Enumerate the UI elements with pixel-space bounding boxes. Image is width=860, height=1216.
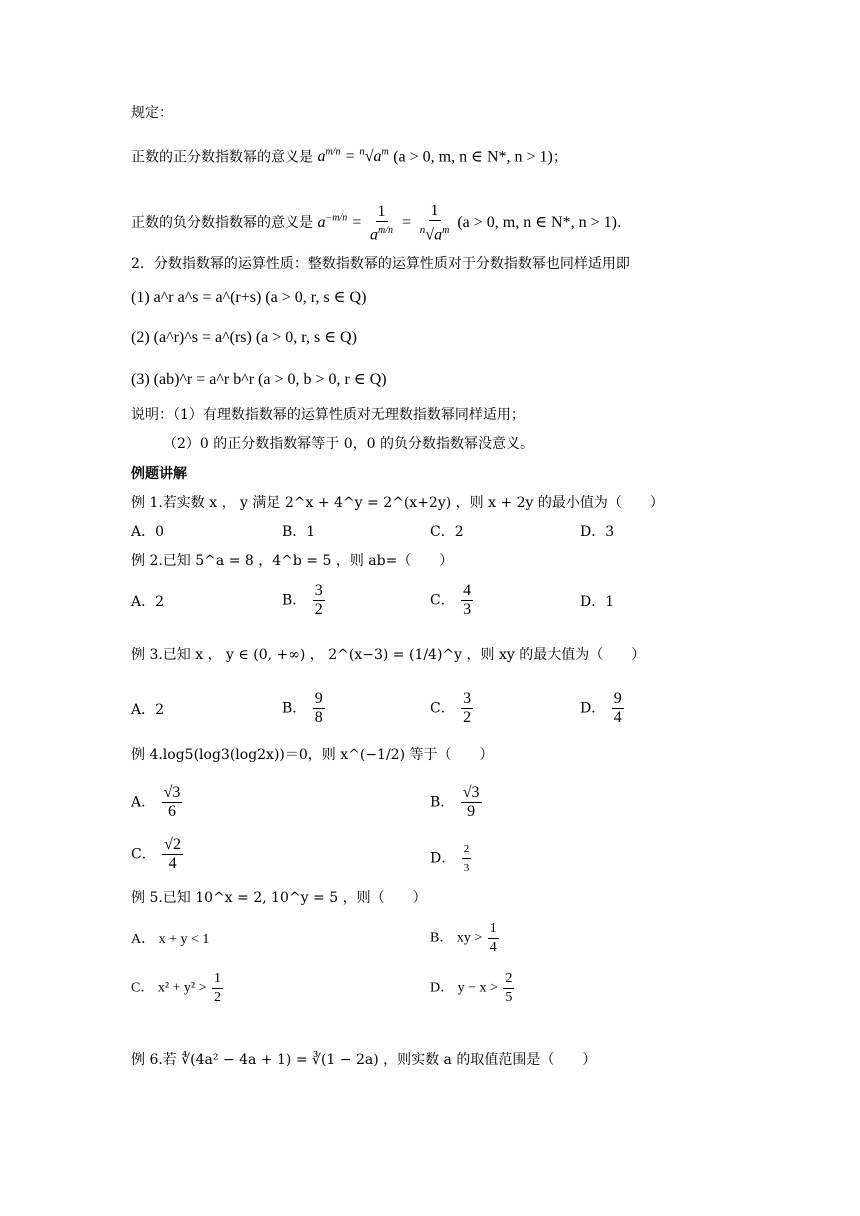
example-2-stem: 例 2.已知 5^a = 8 ，4^b = 5 ，则 ab=（ ） [131,553,454,569]
rule-label: 规定： [131,105,173,121]
option-label: D． [430,850,456,867]
example-1-option-d[interactable]: D．3 [580,524,615,540]
option-label: C． [131,846,156,863]
option-label: B． [282,700,307,717]
example-2-option-d[interactable]: D．1 [580,594,615,610]
example-4-option-b[interactable] [430,784,484,821]
numerator: √3 [462,784,480,801]
numerator: 2 [503,970,514,989]
negative-fraction-definition: 正数的负分数指数幂的意义是 $a^{-m/n}$ = $\frac{1}{a^{m/n}}$ = $\frac{1}{^n√a^m}$ (a > 0, m, n ∈ N*, n > 1). [131,202,622,244]
numerator: 9 [314,690,323,707]
denominator: 8 [314,709,323,726]
example-4-option-d[interactable] [430,840,473,877]
denominator: 6 [167,803,176,820]
example-4-option-c[interactable] [131,836,185,873]
formula-condition: (a > 0, m, n ∈ N*, n > 1) [393,148,553,166]
numerator: √2 [164,836,181,853]
example-3-stem: 例 3.已知 x ， y ∈ (0, +∞) ， 2^(x−3) = (1/4)^y ，则 xy 的最大值为（ ） [131,647,646,663]
example-5-option-c[interactable] [131,970,225,1007]
denominator: 4 [489,940,497,955]
option-label: B． [430,794,455,811]
property-2: (2) (a^r)^s = a^(rs) (a > 0, r, s ∈ Q) [131,329,357,346]
formula: $a^{-m/n}$ = $\frac{1}{a^{m/n}}$ = $\frac{1}{^n√a^m}$ [317,202,450,244]
denominator: 2 [214,990,222,1005]
example-4-stem: 例 4.log5(log3(log2x))＝0，则 x^(−1/2) 等于（ ） [131,747,494,763]
numerator: 1 [488,920,499,939]
option-label: D． [580,700,606,717]
denominator: 2 [314,601,323,618]
denominator: 3 [463,601,472,618]
denominator: 4 [613,709,622,726]
example-5-stem: 例 5.已知 10^x = 2, 10^y = 5 ，则（ ） [131,890,427,906]
denominator: 5 [505,990,513,1005]
denominator: 2 [463,709,472,726]
option-label: B． xy > [430,930,483,946]
example-3-option-c[interactable] [430,690,475,727]
property-1: (1) a^r a^s = a^(r+s) (a > 0, r, s ∈ Q) [131,289,367,306]
example-5-option-b[interactable] [430,920,501,957]
positive-fraction-definition: 正数的正分数指数幂的意义是 $a^{m/n} = ^n√a^m$ (a > 0, m, n ∈ N*, n > 1)； [131,146,567,166]
example-5-option-d[interactable] [430,970,516,1007]
example-1-option-a[interactable]: A．0 [131,524,165,540]
section-2-heading: 2．分数指数幂的运算性质：整数指数幂的运算性质对于分数指数幂也同样适用即 [131,256,630,272]
option-label: B． [282,592,307,609]
numerator: 2 [462,840,472,859]
formula-condition: (a > 0, m, n ∈ N*, n > 1) [457,213,617,231]
example-1-stem: 例 1.若实数 x ， y 满足 2^x + 4^y = 2^(x+2y) ，则 x + 2y 的最小值为（ ） [131,495,664,511]
option-label: C． x² + y² > [131,980,207,996]
denominator: 9 [467,803,476,820]
numerator: √3 [163,784,181,801]
example-2-option-c[interactable] [430,582,475,619]
numerator: 1 [212,970,223,989]
example-3-option-d[interactable] [580,690,626,727]
example-3-option-b[interactable] [282,690,327,727]
formula: $a^{m/n} = ^n√a^m$ [317,146,389,166]
example-5-option-a[interactable]: A． x + y < 1 [131,932,210,947]
numerator: 3 [463,690,472,707]
examples-heading: 例题讲解 [131,466,187,482]
example-1-option-b[interactable]: B．1 [282,524,316,540]
option-label: C． [430,700,455,717]
definition-text: 正数的正分数指数幂的意义是 [131,149,313,166]
example-4-option-a[interactable] [131,784,184,821]
example-6-stem: 例 6.若 ∜(4a² − 4a + 1) = ∛(1 − 2a) ，则实数 a 的取值范围是（ ） [131,1052,597,1068]
example-2-option-a[interactable]: A．2 [131,594,165,610]
example-2-option-b[interactable] [282,582,327,619]
definition-text: 正数的负分数指数幂的意义是 [131,214,313,231]
numerator: 9 [613,690,622,707]
option-label: A． [131,794,156,811]
example-3-option-a[interactable]: A．2 [131,702,165,718]
example-1-option-c[interactable]: C．2 [430,524,464,540]
denominator: 4 [168,855,177,872]
denominator: 3 [463,862,470,874]
note-1: 说明：（1）有理数指数幂的运算性质对无理数指数幂同样适用； [131,407,525,423]
numerator: 4 [463,582,472,599]
numerator: 3 [314,582,323,599]
note-2: （2）0 的正分数指数幂等于 0，0 的负分数指数幂没意义。 [163,436,534,452]
option-label: C． [430,592,455,609]
property-3: (3) (ab)^r = a^r b^r (a > 0, b > 0, r ∈ Q) [131,371,387,388]
option-label: D． y − x > [430,980,498,996]
